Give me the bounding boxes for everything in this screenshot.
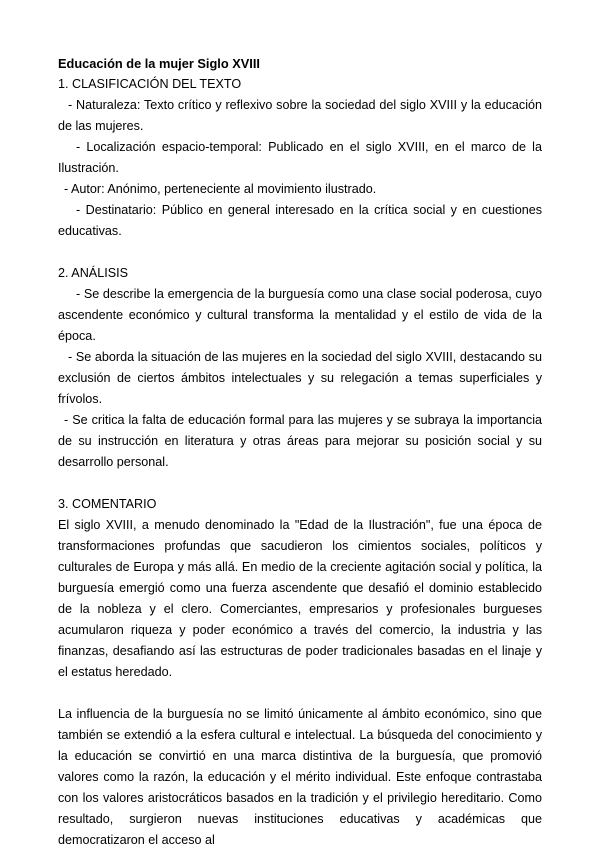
item-autor: - Autor: Anónimo, perteneciente al movimiento ilustrado.	[64, 182, 377, 196]
document-title: Educación de la mujer Siglo XVIII	[58, 56, 260, 71]
spacer	[58, 683, 542, 704]
comentario-paragraph-1: El siglo XVIII, a menudo denominado la "Edad de la Ilustración", fue una época de transformaciones profundas que sacudieron los cimientos sociales, políticos y culturales de Europa y más allá. En medio de la creciente agitación social y política, la burguesía emergió como una fuerza ascendente que desafió el dominio establecido de la nobleza y el clero. Comerciantes, empresarios y profesionales burgueses acumularon riqueza y poder económico a través del comercio, la industria y las finanzas, desafiando así las estructuras de poder tradicionales basadas en el linaje y el estatus heredado.	[58, 518, 542, 679]
spacer	[58, 473, 542, 494]
item-destinatario: - Destinatario: Público en general interesado en la crítica social y en cuestiones educativas.	[58, 203, 542, 238]
section-heading-clasificacion: 1. CLASIFICACIÓN DEL TEXTO	[58, 77, 242, 91]
item-localizacion: - Localización espacio-temporal: Publicado en el siglo XVIII, en el marco de la Ilustración.	[58, 140, 542, 175]
comentario-paragraph-2: La influencia de la burguesía no se limitó únicamente al ámbito económico, sino que también se extendió a la esfera cultural e intelectual. La búsqueda del conocimiento y la educación se convirtió en una marca distintiva de la burguesía, que promovió valores como la razón, la educación y el mérito individual. Este enfoque contrastaba con los valores aristocráticos basados en la tradición y el privilegio hereditario. Como resultado, surgieron nuevas instituciones educativas y académicas que democratizaron el acceso al	[58, 707, 542, 847]
spacer	[58, 242, 542, 263]
analisis-item-burguesia: - Se describe la emergencia de la burguesía como una clase social poderosa, cuyo ascendente económico y cultural transforma la mentalidad y el estilo de vida de la época.	[58, 287, 542, 343]
document-page	[58, 50, 542, 851]
analisis-item-mujeres: - Se aborda la situación de las mujeres en la sociedad del siglo XVIII, destacando su exclusión de ciertos ámbitos intelectuales y su relegación a temas superficiales y frívolos.	[58, 350, 542, 406]
section-heading-analisis: 2. ANÁLISIS	[58, 266, 129, 280]
item-naturaleza: - Naturaleza: Texto crítico y reflexivo sobre la sociedad del siglo XVIII y la educación de las mujeres.	[58, 98, 542, 133]
section-heading-comentario: 3. COMENTARIO	[58, 497, 157, 511]
analisis-item-educacion: - Se critica la falta de educación formal para las mujeres y se subraya la importancia de su instrucción en literatura y otras áreas para mejorar su posición social y su desarrollo personal.	[58, 413, 542, 469]
